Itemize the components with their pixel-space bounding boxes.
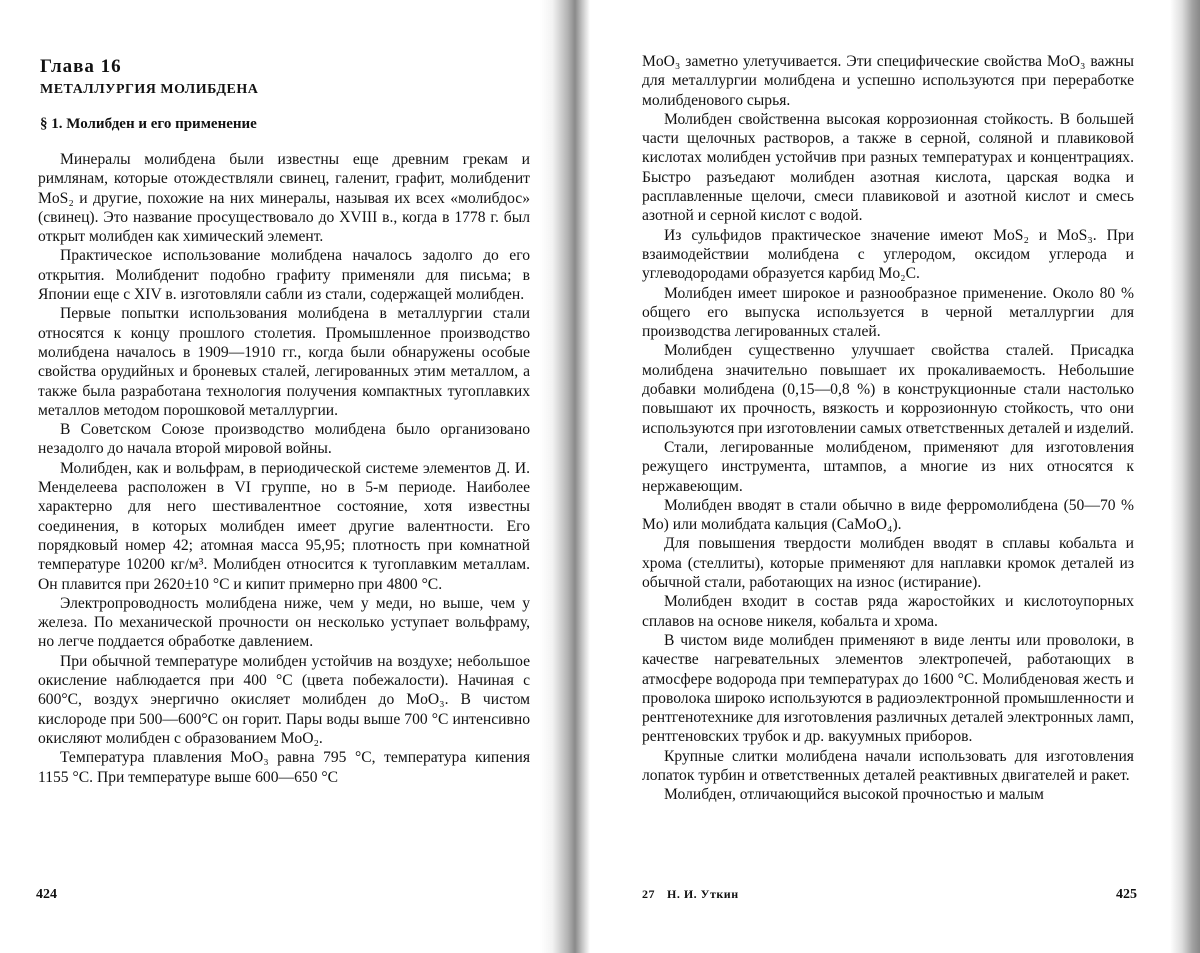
paragraph: Первые попытки использования молибдена в металлургии стали относятся к концу прошлого столетия. Промышленное производство молибдена началось в 1909—1910 гг., когда были обнаружены особые свойства орудийных и броневых сталей, легированных этим металлом, а также была разработана технология получения компактных тугоплавких металлов методом порошковой металлургии.: [38, 305, 530, 419]
paragraph: Температура плавления MoO₃ равна 795 °С, температура кипения 1155 °С. При температуре выше 600—650 °С: [38, 749, 530, 786]
paragraph: Для повышения твердости молибден вводят в сплавы кобальта и хрома (стеллиты), которые применяют для наплавки кромок деталей из обычной стали, работающих на износ (истирание).: [642, 535, 1134, 592]
paragraph: Крупные слитки молибдена начали использовать для изготовления лопаток турбин и ответственных деталей реактивных двигателей и ракет.: [642, 747, 1134, 784]
paragraph: Молибден вводят в стали обычно в виде ферромолибдена (50—70 % Mo) или молибдата кальция (CaMoO₄).: [642, 496, 1134, 534]
paragraph: Из сульфидов практическое значение имеют MoS₂ и MoS₃. При взаимодействии молибдена с углеродом, оксидом углерода и углеводородами образуется карбид Mo₂C.: [642, 226, 1134, 283]
paragraph: Молибден входит в состав ряда жаростойких и кислотоупорных сплавов на основе никеля, кобальта и хрома.: [642, 593, 1134, 630]
right-body-text: [642, 52, 1134, 805]
paragraph: В чистом виде молибден применяют в виде ленты или проволоки, в качестве нагревательных элементов электропечей, работающих в атмосфере водорода при температурах до 1600 °С. Молибденовая жесть и проволока широко используются в радиоэлектронной промышленности и рентгенотехнике для изготовления различных деталей электронных ламп, рентгеновских трубок и др. вакуумных приборов.: [642, 631, 1134, 746]
paragraph: Молибден существенно улучшает свойства сталей. Присадка молибдена значительно повышает их прокаливаемость. Небольшие добавки молибдена (0,15—0,8 %) в конструкционные стали настолько повышают их прочность, вязкость и коррозионную стойкость, что они используются при изготовлении самых ответственных деталей и изделий.: [642, 342, 1134, 437]
paragraph: Молибден, как и вольфрам, в периодической системе элементов Д. И. Менделеева расположен в VI группе, но в 5-м периоде. Наиболее характерно для него шестивалентное состояние, хотя известны соединения, в которых молибден имеет другие валентности. Его порядковый номер 42; атомная масса 95,95; плотность при комнатной температуре 10200 кг/м³. Молибден относится к тугоплавким металлам. Он плавится при 2620±10 °С и кипит примерно при 4800 °С.: [38, 459, 530, 593]
paragraph: Молибден, отличающийся высокой прочностью и малым: [664, 786, 1044, 804]
author-signature: Н. И. Уткин: [667, 887, 739, 901]
paragraph: Молибден имеет широкое и разнообразное применение. Около 80 % общего его выпуска используется в черной металлургии для производства легированных сталей.: [642, 284, 1134, 341]
chapter-label: Глава 16: [40, 56, 122, 77]
page-edge-shadow: [1170, 0, 1200, 953]
section-title: § 1. Молибден и его применение: [40, 116, 257, 132]
paragraph: Электропроводность молибдена ниже, чем у меди, но выше, чем у железа. По механической прочности он несколько уступает вольфраму, но легче поддается обработке давлением.: [38, 594, 530, 651]
page-number-right: 425: [1116, 887, 1137, 902]
paragraph: Стали, легированные молибденом, применяют для изготовления режущего инструмента, штампов, а многие из них относятся к нержавеющим.: [642, 438, 1134, 495]
paragraph: Минералы молибдена были известны еще древним грекам и римлянам, которые отождествляли свинец, галенит, графит, молибденит MoS₂ и другие, похожие на них минералы, называя их всех «молибдос» (свинец). Это название просуществовало до XVIII в., когда в 1778 г. был открыт молибден как химический элемент.: [38, 151, 530, 246]
paragraph: MoO₃ заметно улетучивается. Эти специфические свойства MoO₃ важны для металлургии молибдена и успешно используются при переработке молибденового сырья.: [642, 53, 1134, 109]
paragraph: Практическое использование молибдена началось задолго до его открытия. Молибденит подобно графиту применяли для письма; в Японии еще с XIV в. изготовляли сабли из стали, содержащей молибден.: [38, 247, 530, 304]
signature-footer: [642, 887, 751, 902]
paragraph: Молибден свойственна высокая коррозионная стойкость. В большей части щелочных растворов, а также в серной, соляной и плавиковой кислотах молибден устойчив при разных температурах и концентрациях. Быстро разъедают молибден азотная кислота, царская водка и расплавленные щелочи, смеси плавиковой и азотной кислот и смесь азотной и серной кислот с водой.: [642, 110, 1134, 225]
book-gutter: [540, 0, 590, 953]
paragraph: В Советском Союзе производство молибдена было организовано незадолго до начала второй мировой войны.: [38, 421, 530, 458]
sheet-number: 27: [642, 887, 655, 901]
right-page: [590, 0, 1170, 953]
left-page: [0, 0, 560, 953]
paragraph: При обычной температуре молибден устойчив на воздухе; небольшое окисление наблюдается при 400 °С (цвета побежалости). Начиная с 600°С, воздух энергично окисляет молибден до MoO₃. В чистом кислороде при 500—600°С он горит. Пары воды выше 700 °С интенсивно окисляют молибден с образованием MoO₂.: [38, 652, 530, 747]
chapter-title: МЕТАЛЛУРГИЯ МОЛИБДЕНА: [40, 82, 259, 97]
left-body-text: [38, 150, 530, 787]
page-number-left: 424: [36, 887, 57, 902]
